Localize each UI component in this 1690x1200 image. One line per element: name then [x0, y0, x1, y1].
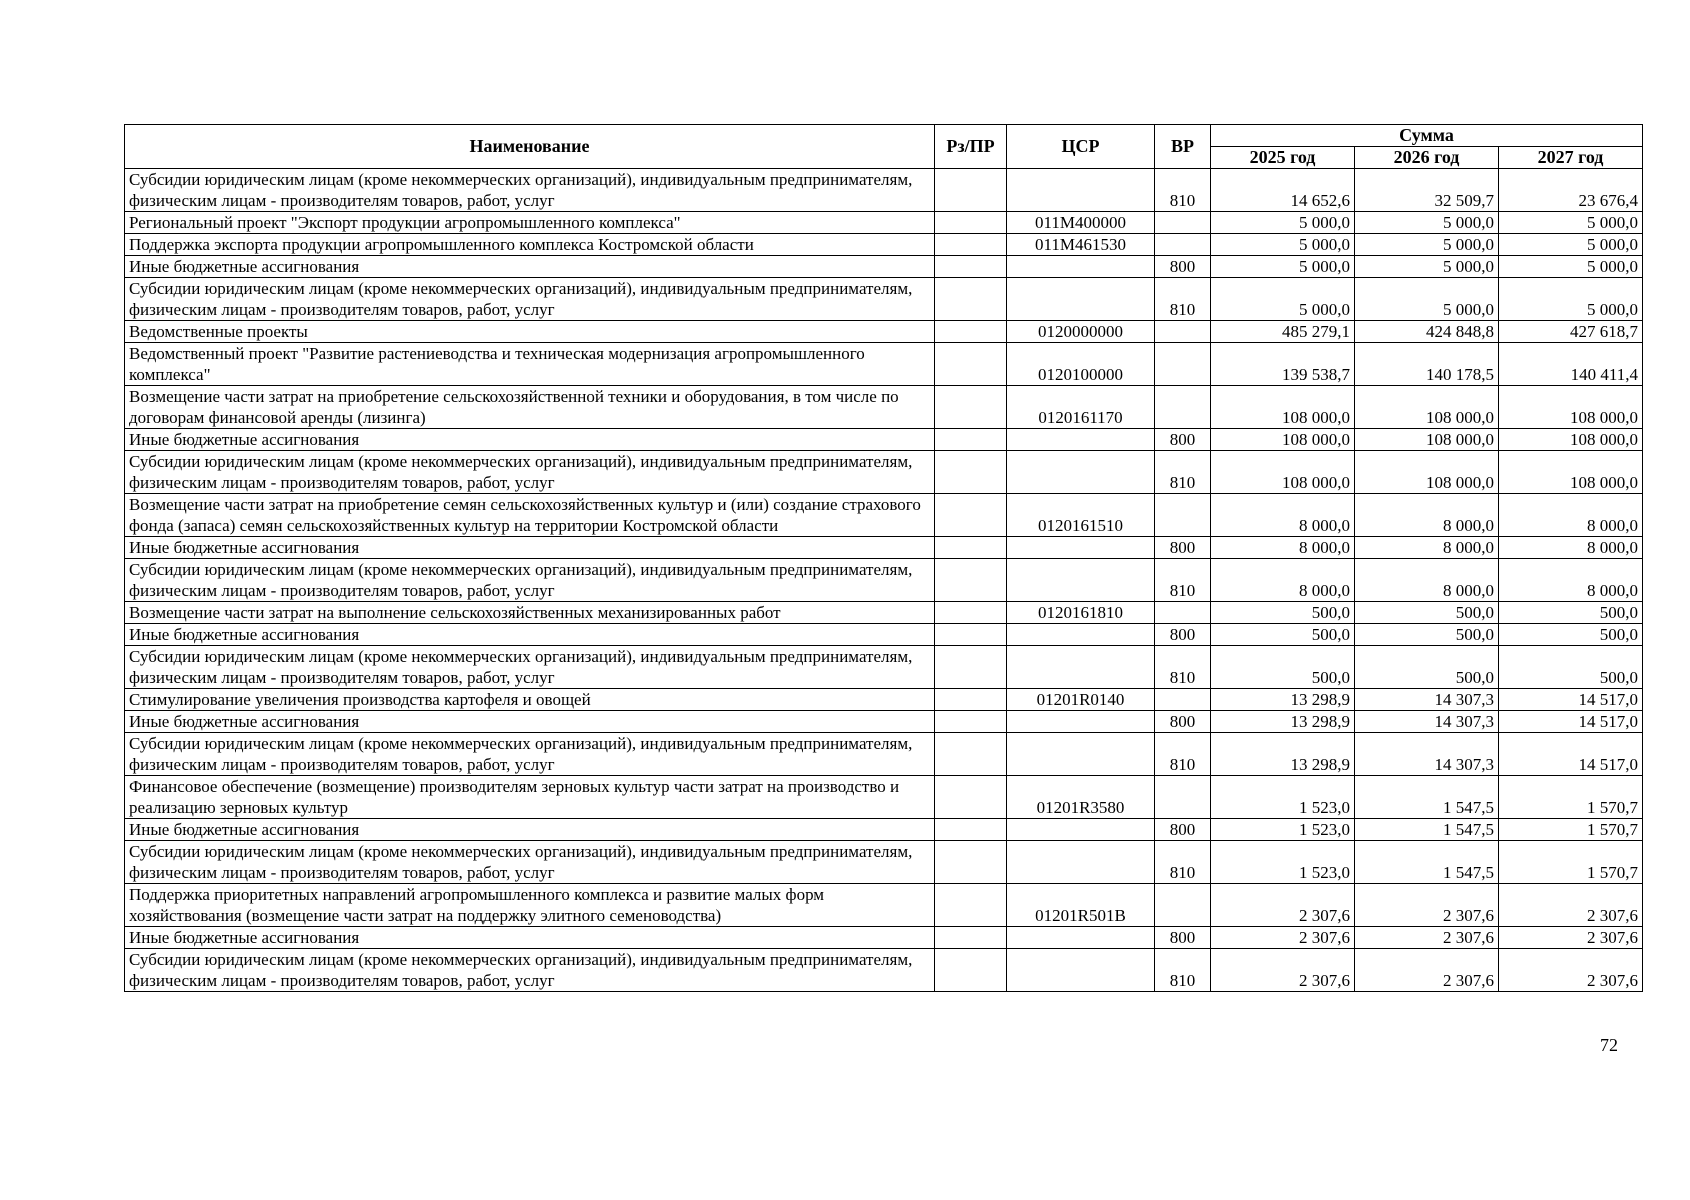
row-2027-cell: 8 000,0: [1499, 494, 1643, 537]
row-vr-cell: [1155, 689, 1211, 711]
row-vr-cell: 800: [1155, 819, 1211, 841]
row-2027-cell: 8 000,0: [1499, 537, 1643, 559]
row-2027-cell: 8 000,0: [1499, 559, 1643, 602]
header-vr: ВР: [1155, 125, 1211, 169]
table-row: [125, 212, 1643, 234]
row-rzpr-cell: [935, 537, 1007, 559]
row-2027-cell: 1 570,7: [1499, 819, 1643, 841]
row-csr-cell: 011M461530: [1007, 234, 1155, 256]
table-row: [125, 624, 1643, 646]
table-row: [125, 689, 1643, 711]
table-row: [125, 602, 1643, 624]
row-name-cell: Субсидии юридическим лицам (кроме некоммерческих организаций), индивидуальным предпринимателям, физическим лицам - производителям товаров, работ, услуг: [125, 169, 935, 212]
row-rzpr-cell: [935, 169, 1007, 212]
row-name-cell: Иные бюджетные ассигнования: [125, 429, 935, 451]
row-name-cell: Субсидии юридическим лицам (кроме некоммерческих организаций), индивидуальным предпринимателям, физическим лицам - производителям товаров, работ, услуг: [125, 451, 935, 494]
row-vr-cell: [1155, 602, 1211, 624]
table-row: [125, 256, 1643, 278]
row-name-cell: Стимулирование увеличения производства картофеля и овощей: [125, 689, 935, 711]
row-2027-cell: 23 676,4: [1499, 169, 1643, 212]
row-2025-cell: 1 523,0: [1211, 819, 1355, 841]
row-name-cell: Поддержка приоритетных направлений агропромышленного комплекса и развитие малых форм хозяйствования (возмещение части затрат на поддержку элитного семеноводства): [125, 884, 935, 927]
row-csr-cell: [1007, 949, 1155, 992]
row-rzpr-cell: [935, 343, 1007, 386]
row-vr-cell: [1155, 386, 1211, 429]
table-row: [125, 234, 1643, 256]
header-2025: 2025 год: [1211, 147, 1355, 169]
table-row: [125, 494, 1643, 537]
row-2026-cell: 140 178,5: [1355, 343, 1499, 386]
row-2027-cell: 140 411,4: [1499, 343, 1643, 386]
row-rzpr-cell: [935, 256, 1007, 278]
row-2027-cell: 108 000,0: [1499, 386, 1643, 429]
row-csr-cell: [1007, 841, 1155, 884]
row-2027-cell: 1 570,7: [1499, 776, 1643, 819]
row-2025-cell: 139 538,7: [1211, 343, 1355, 386]
table-row: [125, 559, 1643, 602]
row-2025-cell: 500,0: [1211, 624, 1355, 646]
row-csr-cell: 0120161510: [1007, 494, 1155, 537]
row-rzpr-cell: [935, 819, 1007, 841]
row-vr-cell: [1155, 343, 1211, 386]
row-csr-cell: 0120000000: [1007, 321, 1155, 343]
row-csr-cell: [1007, 278, 1155, 321]
table-row: [125, 429, 1643, 451]
row-2025-cell: 2 307,6: [1211, 884, 1355, 927]
row-rzpr-cell: [935, 624, 1007, 646]
row-2026-cell: 424 848,8: [1355, 321, 1499, 343]
row-name-cell: Возмещение части затрат на приобретение семян сельскохозяйственных культур и (или) создание страхового фонда (запаса) семян сельскохозяйственных культур на территории Костромской области: [125, 494, 935, 537]
row-2027-cell: 2 307,6: [1499, 949, 1643, 992]
row-2026-cell: 2 307,6: [1355, 949, 1499, 992]
row-2025-cell: 1 523,0: [1211, 841, 1355, 884]
row-rzpr-cell: [935, 234, 1007, 256]
row-rzpr-cell: [935, 689, 1007, 711]
row-csr-cell: [1007, 733, 1155, 776]
row-2025-cell: 8 000,0: [1211, 537, 1355, 559]
row-rzpr-cell: [935, 776, 1007, 819]
row-rzpr-cell: [935, 602, 1007, 624]
row-2027-cell: 14 517,0: [1499, 689, 1643, 711]
table-header: [125, 125, 1643, 169]
row-2026-cell: 8 000,0: [1355, 537, 1499, 559]
row-2026-cell: 1 547,5: [1355, 776, 1499, 819]
row-name-cell: Иные бюджетные ассигнования: [125, 819, 935, 841]
row-vr-cell: 810: [1155, 451, 1211, 494]
row-vr-cell: [1155, 884, 1211, 927]
row-csr-cell: 0120100000: [1007, 343, 1155, 386]
row-2025-cell: 13 298,9: [1211, 711, 1355, 733]
header-name: Наименование: [125, 125, 935, 169]
row-vr-cell: 810: [1155, 733, 1211, 776]
row-2025-cell: 485 279,1: [1211, 321, 1355, 343]
row-rzpr-cell: [935, 451, 1007, 494]
row-csr-cell: [1007, 927, 1155, 949]
table-row: [125, 278, 1643, 321]
row-name-cell: Субсидии юридическим лицам (кроме некоммерческих организаций), индивидуальным предпринимателям, физическим лицам - производителям товаров, работ, услуг: [125, 278, 935, 321]
row-vr-cell: 810: [1155, 949, 1211, 992]
table-row: [125, 537, 1643, 559]
row-2027-cell: 5 000,0: [1499, 256, 1643, 278]
row-vr-cell: [1155, 234, 1211, 256]
row-2025-cell: 13 298,9: [1211, 733, 1355, 776]
row-csr-cell: [1007, 819, 1155, 841]
row-vr-cell: 800: [1155, 927, 1211, 949]
table-row: [125, 884, 1643, 927]
row-vr-cell: 800: [1155, 429, 1211, 451]
row-2027-cell: 1 570,7: [1499, 841, 1643, 884]
row-name-cell: Субсидии юридическим лицам (кроме некоммерческих организаций), индивидуальным предпринимателям, физическим лицам - производителям товаров, работ, услуг: [125, 949, 935, 992]
row-2027-cell: 108 000,0: [1499, 429, 1643, 451]
row-2027-cell: 14 517,0: [1499, 733, 1643, 776]
row-2027-cell: 2 307,6: [1499, 884, 1643, 927]
row-name-cell: Возмещение части затрат на приобретение сельскохозяйственной техники и оборудования, в том числе по договорам финансовой аренды (лизинга): [125, 386, 935, 429]
row-2025-cell: 2 307,6: [1211, 927, 1355, 949]
row-csr-cell: 0120161810: [1007, 602, 1155, 624]
row-2027-cell: 2 307,6: [1499, 927, 1643, 949]
row-vr-cell: 810: [1155, 646, 1211, 689]
row-vr-cell: [1155, 321, 1211, 343]
header-csr: ЦСР: [1007, 125, 1155, 169]
row-2025-cell: 108 000,0: [1211, 451, 1355, 494]
row-rzpr-cell: [935, 949, 1007, 992]
row-name-cell: Иные бюджетные ассигнования: [125, 624, 935, 646]
row-2026-cell: 8 000,0: [1355, 559, 1499, 602]
row-rzpr-cell: [935, 733, 1007, 776]
row-vr-cell: 800: [1155, 256, 1211, 278]
row-2026-cell: 5 000,0: [1355, 234, 1499, 256]
table-row: [125, 841, 1643, 884]
page-number: 72: [1600, 1035, 1618, 1055]
row-csr-cell: [1007, 624, 1155, 646]
table-row: [125, 321, 1643, 343]
row-csr-cell: [1007, 537, 1155, 559]
row-rzpr-cell: [935, 278, 1007, 321]
row-name-cell: Иные бюджетные ассигнования: [125, 927, 935, 949]
row-csr-cell: 01201R3580: [1007, 776, 1155, 819]
row-name-cell: Возмещение части затрат на выполнение сельскохозяйственных механизированных работ: [125, 602, 935, 624]
row-rzpr-cell: [935, 927, 1007, 949]
row-rzpr-cell: [935, 429, 1007, 451]
row-name-cell: Субсидии юридическим лицам (кроме некоммерческих организаций), индивидуальным предпринимателям, физическим лицам - производителям товаров, работ, услуг: [125, 841, 935, 884]
row-2026-cell: 1 547,5: [1355, 819, 1499, 841]
row-name-cell: Региональный проект "Экспорт продукции агропромышленного комплекса": [125, 212, 935, 234]
row-2026-cell: 14 307,3: [1355, 689, 1499, 711]
header-rzpr: Рз/ПР: [935, 125, 1007, 169]
row-2025-cell: 500,0: [1211, 646, 1355, 689]
row-2025-cell: 500,0: [1211, 602, 1355, 624]
row-csr-cell: 01201R0140: [1007, 689, 1155, 711]
row-2026-cell: 108 000,0: [1355, 429, 1499, 451]
row-2027-cell: 427 618,7: [1499, 321, 1643, 343]
row-2025-cell: 8 000,0: [1211, 494, 1355, 537]
row-2026-cell: 108 000,0: [1355, 386, 1499, 429]
row-2025-cell: 2 307,6: [1211, 949, 1355, 992]
row-2027-cell: 500,0: [1499, 624, 1643, 646]
budget-table: [124, 124, 1643, 992]
row-2025-cell: 5 000,0: [1211, 234, 1355, 256]
row-vr-cell: 810: [1155, 169, 1211, 212]
row-2025-cell: 108 000,0: [1211, 386, 1355, 429]
row-vr-cell: [1155, 494, 1211, 537]
header-sum: Сумма: [1211, 125, 1643, 147]
row-csr-cell: [1007, 256, 1155, 278]
row-name-cell: Иные бюджетные ассигнования: [125, 256, 935, 278]
row-name-cell: Ведомственный проект "Развитие растениеводства и техническая модернизация агропромышленного комплекса": [125, 343, 935, 386]
row-2026-cell: 14 307,3: [1355, 733, 1499, 776]
row-2025-cell: 5 000,0: [1211, 212, 1355, 234]
table-row: [125, 927, 1643, 949]
row-rzpr-cell: [935, 884, 1007, 927]
row-rzpr-cell: [935, 559, 1007, 602]
row-rzpr-cell: [935, 841, 1007, 884]
row-2026-cell: 500,0: [1355, 602, 1499, 624]
row-csr-cell: [1007, 646, 1155, 689]
row-vr-cell: 810: [1155, 278, 1211, 321]
row-2026-cell: 108 000,0: [1355, 451, 1499, 494]
header-2027: 2027 год: [1499, 147, 1643, 169]
row-name-cell: Иные бюджетные ассигнования: [125, 537, 935, 559]
row-name-cell: Поддержка экспорта продукции агропромышленного комплекса Костромской области: [125, 234, 935, 256]
row-rzpr-cell: [935, 646, 1007, 689]
table-body: [125, 169, 1643, 992]
row-csr-cell: [1007, 169, 1155, 212]
row-2027-cell: 108 000,0: [1499, 451, 1643, 494]
row-rzpr-cell: [935, 321, 1007, 343]
row-name-cell: Субсидии юридическим лицам (кроме некоммерческих организаций), индивидуальным предпринимателям, физическим лицам - производителям товаров, работ, услуг: [125, 646, 935, 689]
row-2025-cell: 1 523,0: [1211, 776, 1355, 819]
row-2026-cell: 2 307,6: [1355, 927, 1499, 949]
row-vr-cell: 800: [1155, 711, 1211, 733]
row-vr-cell: 810: [1155, 841, 1211, 884]
table-row: [125, 819, 1643, 841]
row-2027-cell: 500,0: [1499, 646, 1643, 689]
row-rzpr-cell: [935, 494, 1007, 537]
row-2027-cell: 5 000,0: [1499, 212, 1643, 234]
row-rzpr-cell: [935, 711, 1007, 733]
row-name-cell: Субсидии юридическим лицам (кроме некоммерческих организаций), индивидуальным предпринимателям, физическим лицам - производителям товаров, работ, услуг: [125, 733, 935, 776]
table-row: [125, 711, 1643, 733]
table-row: [125, 733, 1643, 776]
table-row: [125, 169, 1643, 212]
row-2026-cell: 500,0: [1355, 646, 1499, 689]
row-csr-cell: 01201R501B: [1007, 884, 1155, 927]
row-csr-cell: 0120161170: [1007, 386, 1155, 429]
row-vr-cell: 800: [1155, 624, 1211, 646]
table-row: [125, 646, 1643, 689]
row-2026-cell: 1 547,5: [1355, 841, 1499, 884]
row-name-cell: Иные бюджетные ассигнования: [125, 711, 935, 733]
row-csr-cell: 011M400000: [1007, 212, 1155, 234]
row-vr-cell: [1155, 212, 1211, 234]
row-name-cell: Ведомственные проекты: [125, 321, 935, 343]
header-2026: 2026 год: [1355, 147, 1499, 169]
table-row: [125, 451, 1643, 494]
row-2025-cell: 108 000,0: [1211, 429, 1355, 451]
row-2027-cell: 5 000,0: [1499, 234, 1643, 256]
row-vr-cell: 810: [1155, 559, 1211, 602]
row-2027-cell: 14 517,0: [1499, 711, 1643, 733]
row-2025-cell: 14 652,6: [1211, 169, 1355, 212]
row-2026-cell: 14 307,3: [1355, 711, 1499, 733]
table-row: [125, 949, 1643, 992]
row-2026-cell: 5 000,0: [1355, 212, 1499, 234]
table-row: [125, 776, 1643, 819]
table-row: [125, 386, 1643, 429]
row-csr-cell: [1007, 711, 1155, 733]
row-2027-cell: 500,0: [1499, 602, 1643, 624]
row-2025-cell: 13 298,9: [1211, 689, 1355, 711]
row-vr-cell: [1155, 776, 1211, 819]
row-csr-cell: [1007, 451, 1155, 494]
row-2025-cell: 5 000,0: [1211, 256, 1355, 278]
row-2026-cell: 5 000,0: [1355, 278, 1499, 321]
row-2025-cell: 5 000,0: [1211, 278, 1355, 321]
row-csr-cell: [1007, 429, 1155, 451]
row-2026-cell: 32 509,7: [1355, 169, 1499, 212]
row-2026-cell: 5 000,0: [1355, 256, 1499, 278]
row-2026-cell: 2 307,6: [1355, 884, 1499, 927]
row-csr-cell: [1007, 559, 1155, 602]
row-rzpr-cell: [935, 386, 1007, 429]
row-vr-cell: 800: [1155, 537, 1211, 559]
table-row: [125, 343, 1643, 386]
row-rzpr-cell: [935, 212, 1007, 234]
row-name-cell: Финансовое обеспечение (возмещение) производителям зерновых культур части затрат на производство и реализацию зерновых культур: [125, 776, 935, 819]
row-2027-cell: 5 000,0: [1499, 278, 1643, 321]
row-name-cell: Субсидии юридическим лицам (кроме некоммерческих организаций), индивидуальным предпринимателям, физическим лицам - производителям товаров, работ, услуг: [125, 559, 935, 602]
row-2025-cell: 8 000,0: [1211, 559, 1355, 602]
row-2026-cell: 500,0: [1355, 624, 1499, 646]
row-2026-cell: 8 000,0: [1355, 494, 1499, 537]
